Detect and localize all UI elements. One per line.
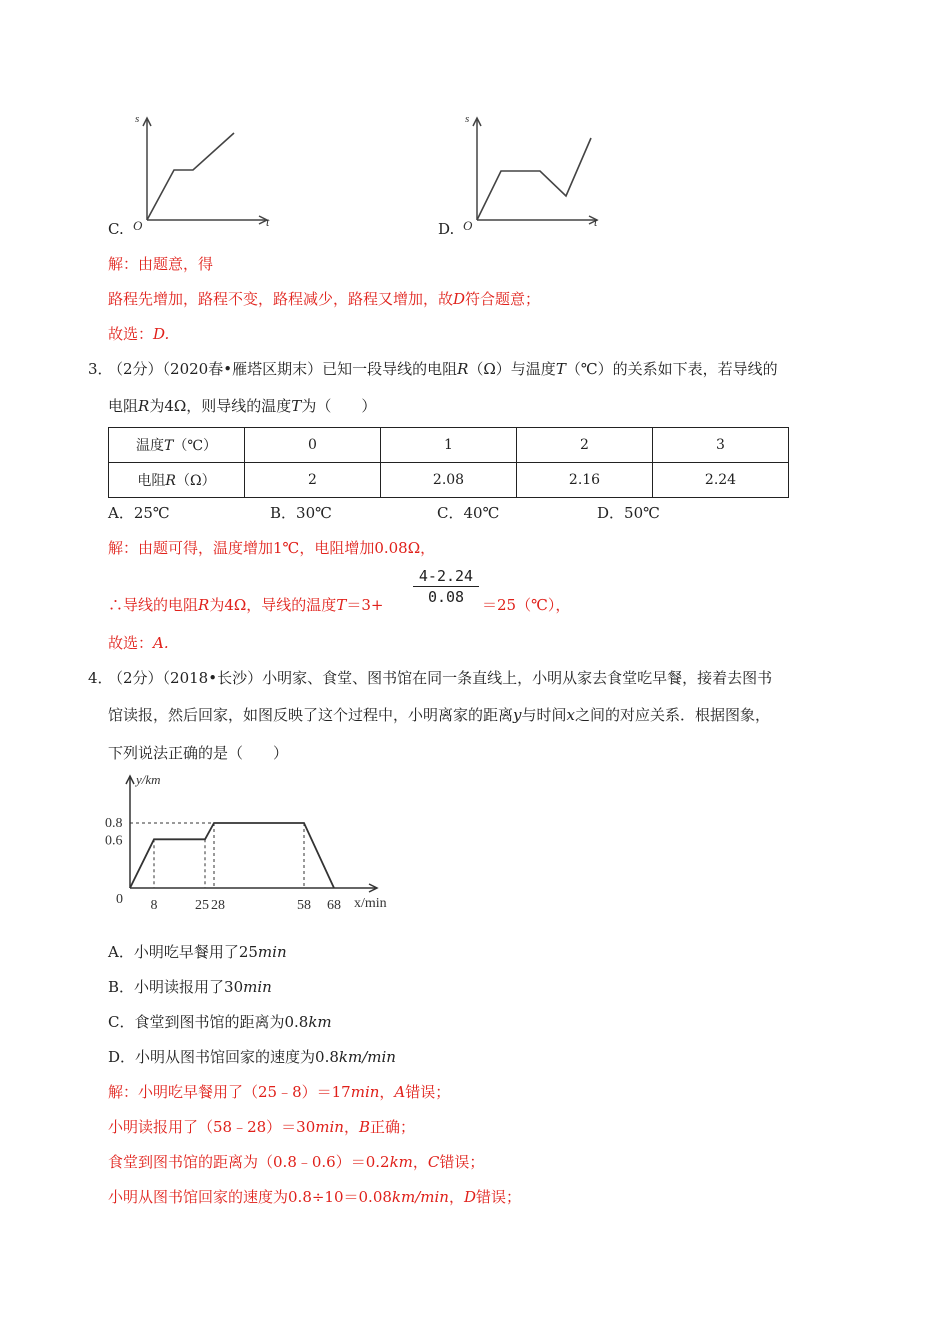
q3-number: 3． [88,360,113,378]
axis-t-label: t [594,215,598,229]
origin-label: O [463,218,473,233]
q3-option-b: B．30℃ [270,504,332,522]
q4-option-c: C．食堂到图书馆的距离为0.8km [108,1013,332,1031]
table-cell: 0 [245,428,381,463]
table-cell: 3 [653,428,789,463]
table-row [109,463,789,498]
option-d-label: D. [438,220,455,238]
origin-label: 0 [116,892,123,907]
y-axis-label: y/km [136,772,161,787]
q2-answer: 故选：D. [108,325,170,343]
q4-option-d: D．小明从图书馆回家的速度为0.8km/min [108,1048,396,1066]
graph-option-c [125,108,285,238]
x-tick-label: 68 [327,898,341,913]
q2-solution-line1: 解：由题意，得 [108,255,214,273]
origin-label: O [133,218,143,233]
y-tick-label: 0.6 [105,833,123,849]
table-cell: 2.24 [653,463,789,498]
q4-stem-line3: 下列说法正确的是（ ） [108,744,289,762]
distance-series-line [130,823,334,888]
q4-option-b: B．小明读报用了30min [108,978,272,996]
option-c-label: C. [108,220,124,238]
table-cell: 2.08 [381,463,517,498]
q3-data-table [108,427,789,498]
y-tick-label: 0.8 [105,816,123,831]
q3-answer: 故选：A. [108,634,169,652]
fraction [413,567,479,606]
axis-s-label: s [135,113,140,125]
q3-stem-line2: 电阻R为4Ω，则导线的温度T为（ ） [108,397,377,415]
fraction-numerator: 4-2.24 [413,567,479,587]
fraction-denominator: 0.08 [427,588,465,606]
x-tick-label: 28 [211,898,225,913]
q4-stem-line2: 馆读报，然后回家，如图反映了这个过程中，小明离家的距离y与时间x之间的对应关系．根据图象， [108,706,770,724]
axis-s-label: s [465,113,470,125]
q3-option-c: C．40℃ [437,504,500,522]
table-cell: 2.16 [517,463,653,498]
table-cell: 2 [517,428,653,463]
q4-stem-line1: （2分）（2018•长沙）小明家、食堂、图书馆在同一条直线上，小明从家去食堂吃早餐，接着去图书 [108,669,773,687]
q3-solution-line2-end: ＝25（℃）， [482,596,571,614]
x-axis-label: x/min [354,896,387,911]
q4-solution-line3: 食堂到图书馆的距离为（0.8﹣0.6）＝0.2km，C错误； [108,1153,485,1171]
table-row [109,428,789,463]
q4-solution-line2: 小明读报用了（58﹣28）＝30min，B正确； [108,1118,416,1136]
graph-option-d [455,108,615,238]
q4-solution-line4: 小明从图书馆回家的速度为0.8÷10＝0.08km/min，D错误； [108,1188,522,1206]
x-tick-label: 8 [150,898,158,913]
q4-solution-line1: 解：小明吃早餐用了（25﹣8）＝17min，A错误； [108,1083,451,1101]
x-tick-label: 58 [297,898,311,913]
q3-option-a: A．25℃ [108,504,170,522]
table-header-resistance: 电阻R（Ω） [109,463,245,498]
q4-option-a: A．小明吃早餐用了25min [108,943,287,961]
table-cell: 1 [381,428,517,463]
distance-time-graph [100,768,410,918]
q3-solution-line2: ∴导线的电阻R为4Ω，导线的温度T＝3+ [108,596,384,614]
q3-solution-line1: 解：由题可得，温度增加1℃，电阻增加0.08Ω， [108,539,436,557]
table-header-temperature: 温度T（℃） [109,428,245,463]
q2-solution-line2: 路程先增加，路程不变，路程减少，路程又增加，故D符合题意； [108,290,541,308]
axis-t-label: t [266,215,270,229]
x-tick-label: 25 [195,898,209,913]
q4-number: 4． [88,669,113,687]
q3-option-d: D．50℃ [597,504,660,522]
q3-stem-line1: （2分）（2020春•雁塔区期末）已知一段导线的电阻R（Ω）与温度T（℃）的关系如下表，若导线的 [108,360,778,378]
table-cell: 2 [245,463,381,498]
